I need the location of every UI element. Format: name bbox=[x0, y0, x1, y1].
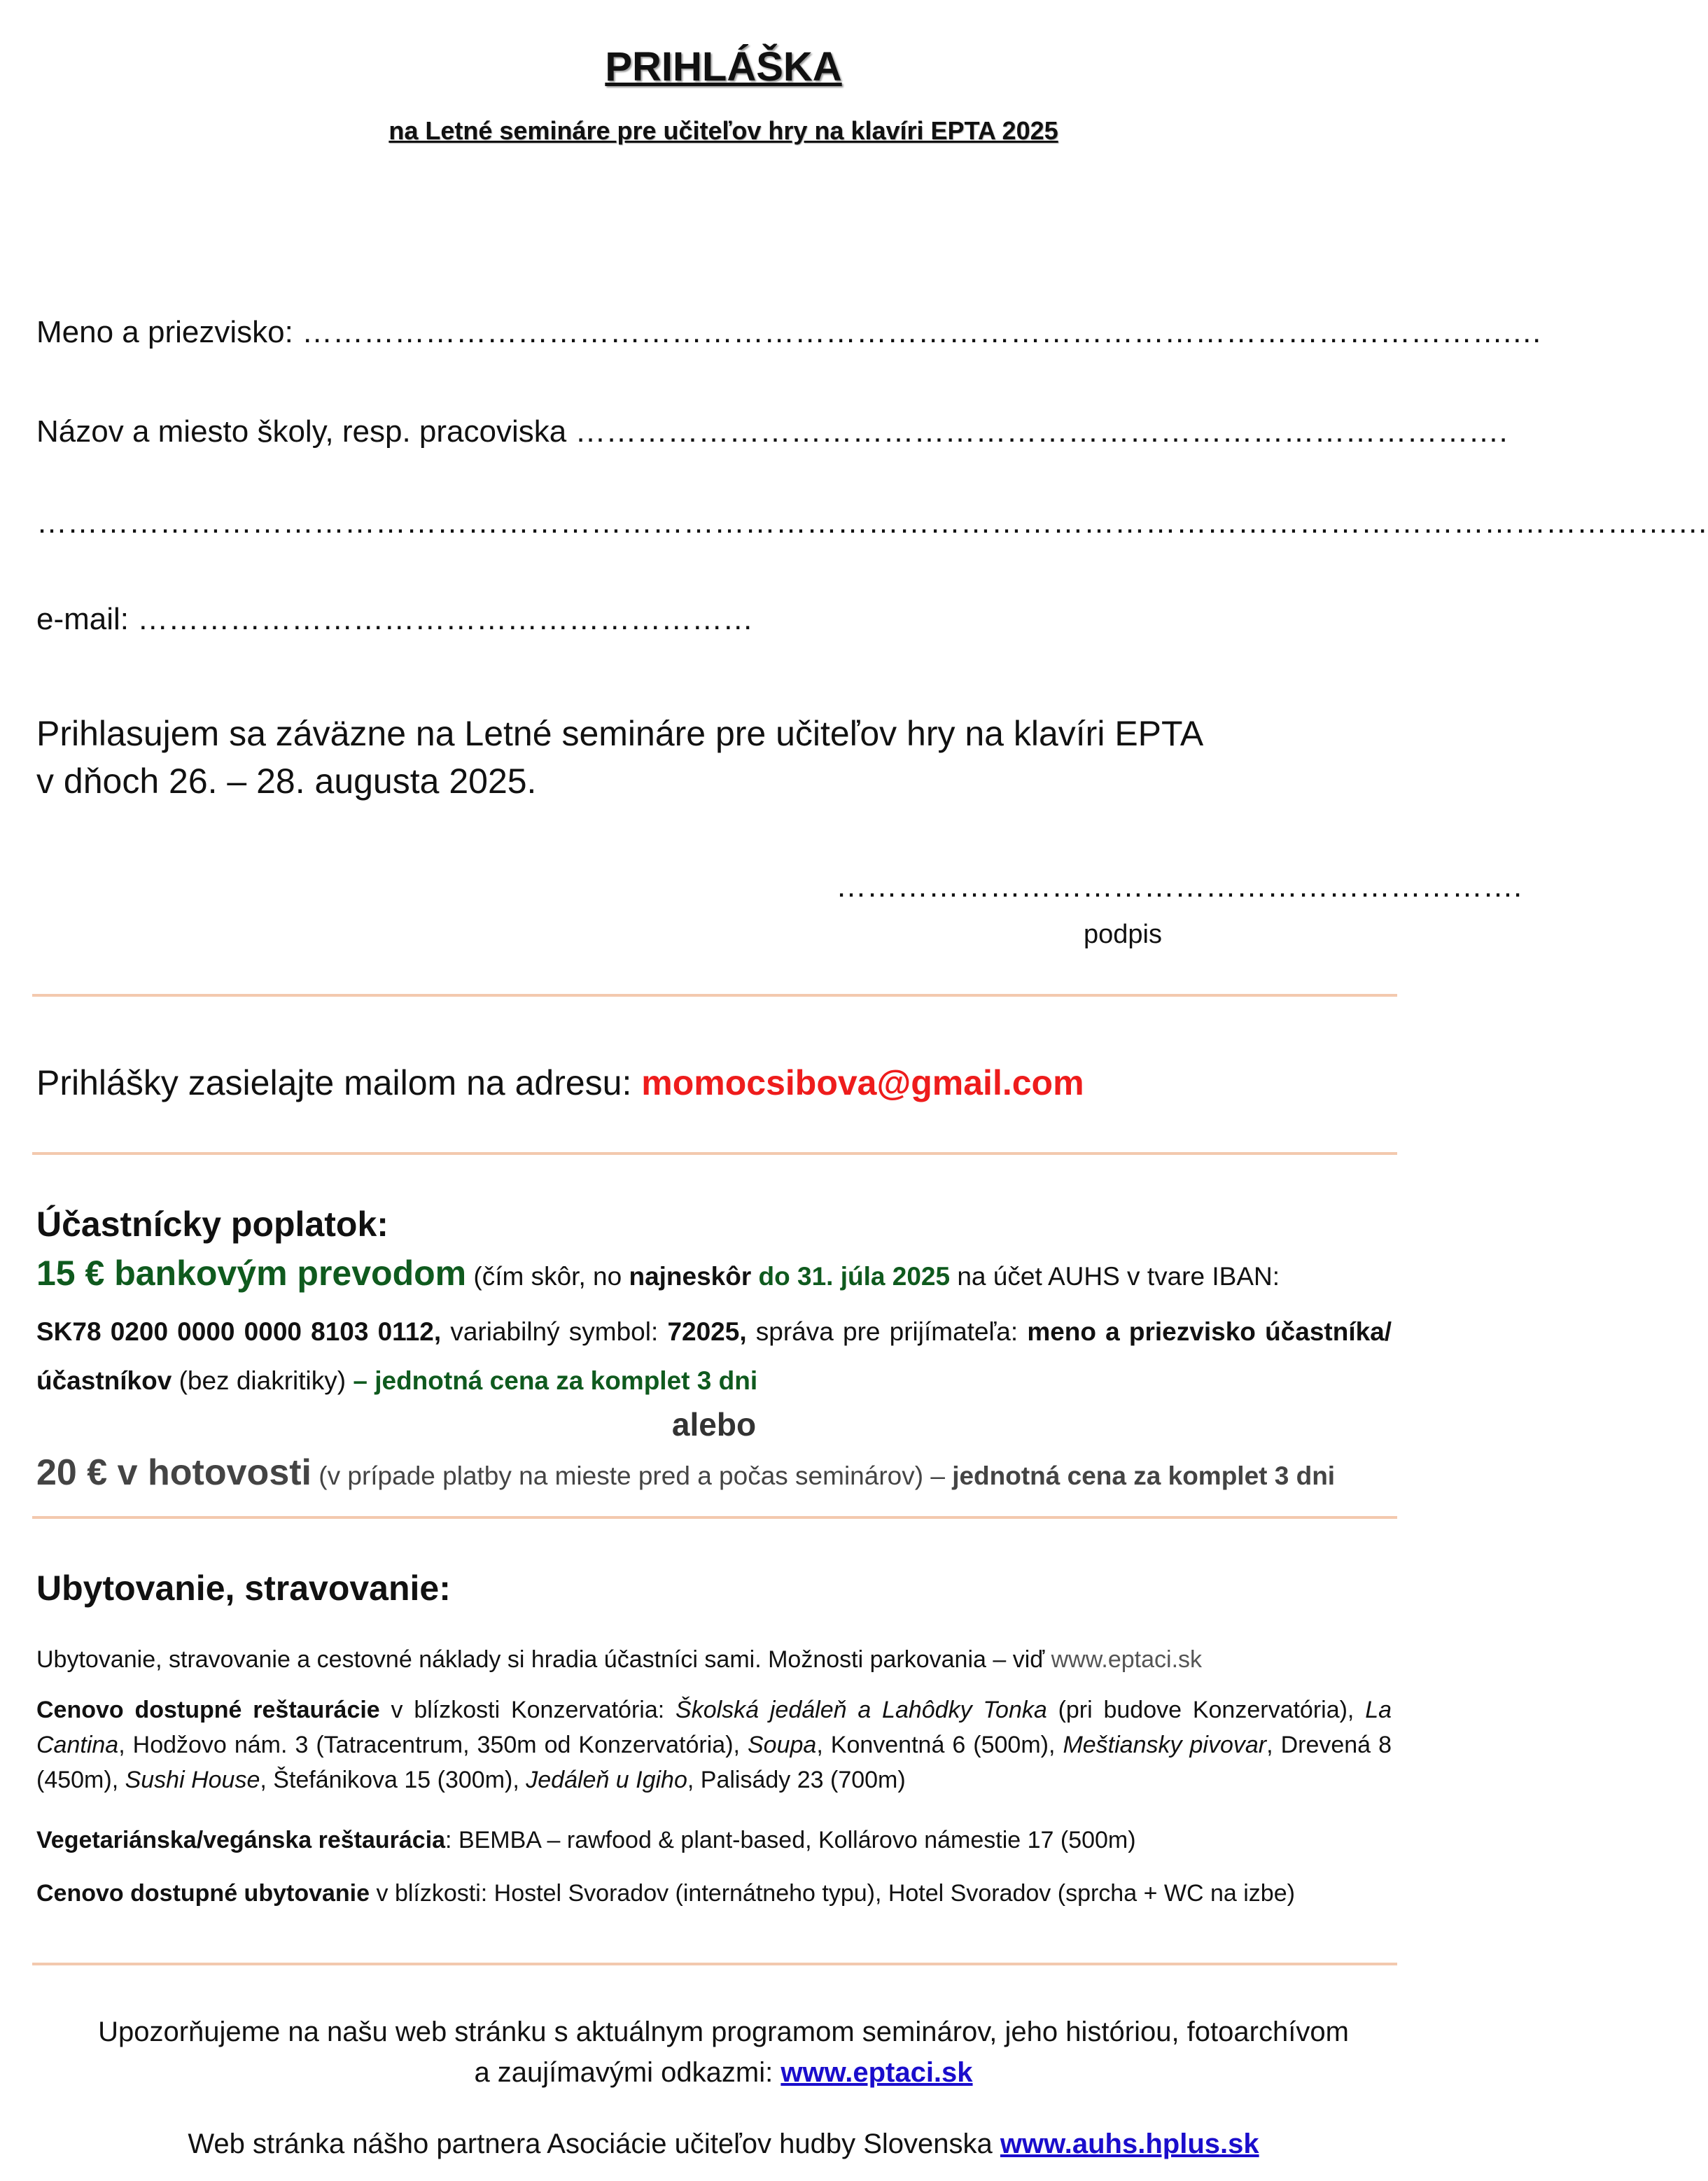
email-label: e-mail: bbox=[36, 602, 130, 636]
declaration bbox=[36, 710, 1408, 805]
fee-deadline: do 31. júla 2025 bbox=[758, 1262, 951, 1291]
mail-address[interactable]: momocsibova@gmail.com bbox=[641, 1063, 1084, 1102]
lodging-text: v blízkosti: Hostel Svoradov (internátneho typu), Hotel Svoradov (sprcha + WC na izbe) bbox=[376, 1880, 1295, 1907]
restaurant-name: Meštiansky pivovar bbox=[1063, 1732, 1267, 1758]
email-field[interactable] bbox=[36, 602, 753, 637]
vegan-label: Vegetariánska/vegánska reštaurácia bbox=[36, 1827, 446, 1853]
fee-cash-amount: 20 € v hotovosti bbox=[36, 1452, 312, 1493]
restaurant-name: Soupa bbox=[748, 1732, 817, 1758]
restaurant-name: Sushi House bbox=[125, 1767, 260, 1793]
email-dots: …………………………………………………… bbox=[137, 602, 754, 636]
fee-bank-amount: 15 € bankovým prevodom bbox=[36, 1254, 467, 1293]
fee-bank-line bbox=[36, 1253, 1280, 1293]
fee-heading: Účastnícky poplatok: bbox=[36, 1205, 388, 1244]
school-dots: ………………………………………………………………………………. bbox=[575, 414, 1508, 449]
footer-text: Upozorňujeme na našu web stránku s aktuálnym programom seminárov, jeho históriou, fotoarchívom bbox=[98, 2017, 1349, 2047]
lodging-label: Cenovo dostupné ubytovanie bbox=[36, 1880, 370, 1907]
restaurants-label: Cenovo dostupné reštaurácie bbox=[36, 1697, 380, 1723]
form-title: PRIHLÁŠKA bbox=[605, 44, 842, 90]
school-dots-2: …………………………………………………………………………………………………………………………………………….… bbox=[36, 505, 1708, 540]
fee-text: na účet AUHS v tvare IBAN: bbox=[957, 1262, 1280, 1291]
vegan-paragraph bbox=[36, 1823, 1392, 1858]
fee-cash-price: jednotná cena za komplet 3 dni bbox=[952, 1461, 1336, 1490]
fee-cash-note: (v prípade platby na mieste pred a počas seminárov) – bbox=[318, 1461, 945, 1490]
msg-value: meno a priezvisko bbox=[1027, 1317, 1256, 1346]
msg-note: (bez diakritiky) bbox=[178, 1366, 346, 1395]
restaurant-name: Školská jedáleň a Lahôdky Tonka bbox=[676, 1697, 1047, 1723]
text: (pri budove Konzervatória), bbox=[1058, 1697, 1354, 1723]
parking-site[interactable]: www.eptaci.sk bbox=[1051, 1646, 1203, 1673]
divider bbox=[32, 1963, 1397, 1965]
accommodation-text: Ubytovanie, stravovanie a cestovné náklady si hradia účastníci sami. Možnosti parkovania – viď bbox=[36, 1646, 1045, 1673]
vs-label: variabilný symbol: bbox=[450, 1317, 659, 1346]
msg-label: správa pre prijímateľa: bbox=[755, 1317, 1018, 1346]
msg-value-cont: účastníka/účastníkov bbox=[36, 1317, 1392, 1395]
fee-cash-line bbox=[36, 1452, 1335, 1494]
name-dots: ……………………………………………………………………………………………………….… bbox=[302, 315, 1543, 349]
fee-deadline-label: najneskôr bbox=[629, 1262, 752, 1291]
mail-instruction bbox=[36, 1063, 1084, 1103]
school-label: Názov a miesto školy, resp. pracoviska bbox=[36, 414, 567, 449]
mail-text: Prihlášky zasielajte mailom na adresu: bbox=[36, 1063, 632, 1102]
accommodation-heading: Ubytovanie, stravovanie: bbox=[36, 1569, 451, 1608]
footer-text: a zaujímavými odkazmi: bbox=[474, 2057, 774, 2088]
divider bbox=[32, 994, 1397, 997]
text: , Konventná 6 (500m), bbox=[816, 1732, 1056, 1758]
fee-bank-details bbox=[36, 1307, 1392, 1405]
footer-website bbox=[0, 2012, 1447, 2093]
signature-line[interactable]: …………………………………………………………. bbox=[836, 869, 1522, 904]
footer-text: Web stránka nášho partnera Asociácie učiteľov hudby Slovenska bbox=[188, 2129, 993, 2159]
accommodation-intro bbox=[36, 1642, 1392, 1677]
iban: SK78 0200 0000 0000 8103 0112, bbox=[36, 1317, 442, 1346]
name-label: Meno a priezvisko: bbox=[36, 315, 293, 349]
lodging-paragraph bbox=[36, 1876, 1392, 1911]
school-field-line2[interactable] bbox=[36, 505, 1708, 540]
text: , Štefánikova 15 (300m), bbox=[260, 1767, 519, 1793]
form-subtitle: na Letné semináre pre učiteľov hry na klavíri EPTA 2025 bbox=[388, 116, 1058, 145]
fee-or: alebo bbox=[671, 1406, 757, 1443]
fee-bank-price: – jednotná cena za komplet 3 dni bbox=[353, 1366, 758, 1395]
footer-partner bbox=[0, 2124, 1447, 2164]
vs-value: 72025, bbox=[667, 1317, 747, 1346]
auhs-link[interactable]: www.auhs.hplus.sk bbox=[1000, 2129, 1259, 2159]
school-field[interactable] bbox=[36, 414, 1508, 449]
restaurant-name: La Cantina bbox=[36, 1697, 1392, 1758]
name-field[interactable] bbox=[36, 315, 1542, 350]
eptaci-link[interactable]: www.eptaci.sk bbox=[780, 2057, 973, 2088]
signature-label: podpis bbox=[1084, 920, 1162, 949]
divider bbox=[32, 1152, 1397, 1155]
restaurants-paragraph bbox=[36, 1692, 1392, 1797]
fee-text: (čím skôr, no bbox=[473, 1262, 622, 1291]
vegan-text: : BEMBA – rawfood & plant-based, Kollárovo námestie 17 (500m) bbox=[445, 1827, 1136, 1853]
text: , Palisády 23 (700m) bbox=[687, 1767, 906, 1793]
divider bbox=[32, 1516, 1397, 1519]
restaurant-name: Jedáleň u Igiho bbox=[526, 1767, 687, 1793]
declaration-line2: v dňoch 26. – 28. augusta 2025. bbox=[36, 762, 537, 801]
text: v blízkosti Konzervatória: bbox=[391, 1697, 665, 1723]
text: , Drevená 8 (450m), bbox=[36, 1732, 1392, 1793]
text: , Hodžovo nám. 3 (Tatracentrum, 350m od Konzervatória), bbox=[118, 1732, 740, 1758]
declaration-line1: Prihlasujem sa záväzne na Letné semináre pre učiteľov hry na klavíri EPTA bbox=[36, 714, 1204, 753]
